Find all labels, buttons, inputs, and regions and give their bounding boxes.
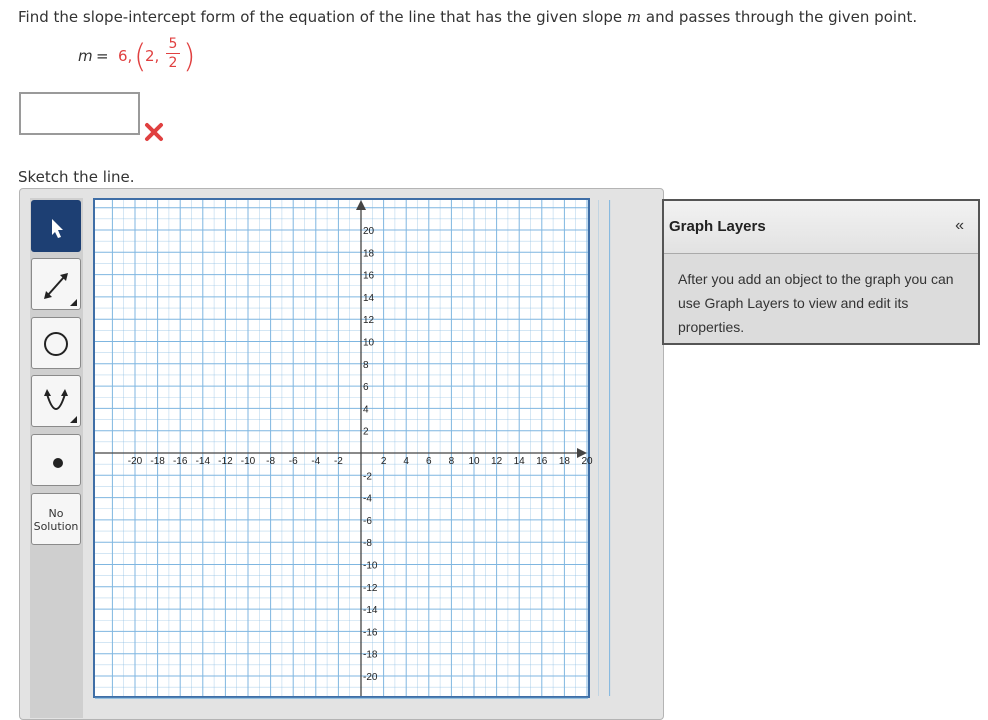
point-icon [32, 435, 82, 487]
x-tick-label: -6 [288, 456, 298, 467]
slope-value: 6, [118, 47, 133, 65]
x-tick-label: -20 [127, 456, 143, 467]
y-tick-label: -20 [363, 672, 378, 683]
x-tick-label: 20 [581, 456, 593, 467]
y-tick-label: -18 [363, 649, 378, 661]
slope-label: m [78, 47, 93, 65]
x-tick-label: 16 [536, 456, 548, 467]
y-tick-label: -14 [363, 605, 378, 617]
y-tick-label: 10 [363, 337, 375, 349]
y-tick-label: -12 [363, 582, 378, 594]
x-tick-label: -18 [150, 456, 165, 467]
point-y-numerator: 5 [168, 36, 178, 52]
graph-layers-panel [662, 199, 980, 345]
y-tick-label: -4 [363, 493, 372, 505]
x-tick-label: -2 [333, 456, 343, 467]
question-text: Find the slope-intercept form of the equation of the line that has the given slope m and passes through the given point. [18, 8, 918, 26]
no-solution-label: No Solution [33, 507, 79, 533]
open-paren: ( [134, 37, 147, 75]
x-mark-icon [144, 122, 164, 142]
point-tool-button[interactable] [31, 434, 81, 486]
graph-layers-title: Graph Layers [669, 218, 766, 235]
x-tick-label: -16 [172, 456, 188, 467]
y-tick-label: 14 [363, 292, 375, 304]
x-tick-label: 14 [513, 456, 525, 467]
parabola-tool-button[interactable] [31, 375, 81, 427]
pointer-arrow-icon [32, 201, 82, 253]
x-tick-label: 12 [491, 456, 503, 467]
y-tick-label: 6 [363, 382, 369, 394]
y-tick-label: -10 [363, 560, 378, 572]
x-tick-label: 18 [558, 456, 570, 467]
close-paren: ) [183, 37, 196, 75]
y-tick-label: -2 [363, 471, 372, 483]
y-tick-label: 4 [363, 404, 369, 416]
line-tool-button[interactable] [31, 258, 81, 310]
y-axis-arrow-icon [356, 200, 366, 210]
fraction-bar [166, 53, 180, 54]
point-y-denominator: 2 [168, 55, 178, 71]
x-tick-label: -10 [240, 456, 256, 467]
point-x: 2, [145, 47, 160, 65]
graph-layers-description: After you add an object to the graph you can use Graph Layers to view and edit its properties. [678, 271, 954, 335]
y-tick-label: 20 [363, 226, 375, 237]
answer-input[interactable] [19, 92, 140, 135]
x-tick-label: -8 [266, 456, 276, 467]
graph-layers-header [664, 201, 978, 254]
circle-icon [32, 318, 82, 370]
x-tick-label: -4 [311, 456, 321, 467]
y-tick-label: 12 [363, 315, 375, 327]
x-tick-label: 10 [468, 456, 480, 467]
y-tick-label: 2 [363, 426, 369, 438]
submenu-triangle-icon [70, 299, 77, 306]
no-solution-button[interactable] [31, 493, 81, 545]
y-tick-label: 16 [363, 270, 375, 282]
x-tick-label: -14 [195, 456, 211, 467]
sketch-label: Sketch the line. [18, 168, 135, 186]
point-y-fraction [166, 36, 180, 71]
y-tick-label: 8 [363, 359, 369, 371]
graph-canvas[interactable] [95, 200, 593, 696]
submenu-triangle-icon [70, 416, 77, 423]
y-tick-label: 18 [363, 248, 375, 260]
x-tick-label: 6 [426, 456, 432, 467]
y-tick-label: -8 [363, 538, 372, 550]
slope-variable: m [626, 8, 642, 26]
coordinate-graph[interactable] [93, 198, 593, 698]
circle-tool-button[interactable] [31, 317, 81, 369]
collapse-icon[interactable]: « [955, 217, 964, 234]
equals-sign: = [96, 47, 109, 65]
y-tick-label: -6 [363, 515, 372, 527]
select-tool-button[interactable] [31, 200, 81, 252]
x-tick-label: 8 [448, 456, 455, 467]
x-tick-label: -12 [218, 456, 233, 467]
y-tick-label: -16 [363, 627, 378, 639]
x-tick-label: 2 [380, 456, 387, 467]
x-tick-label: 4 [403, 456, 409, 467]
